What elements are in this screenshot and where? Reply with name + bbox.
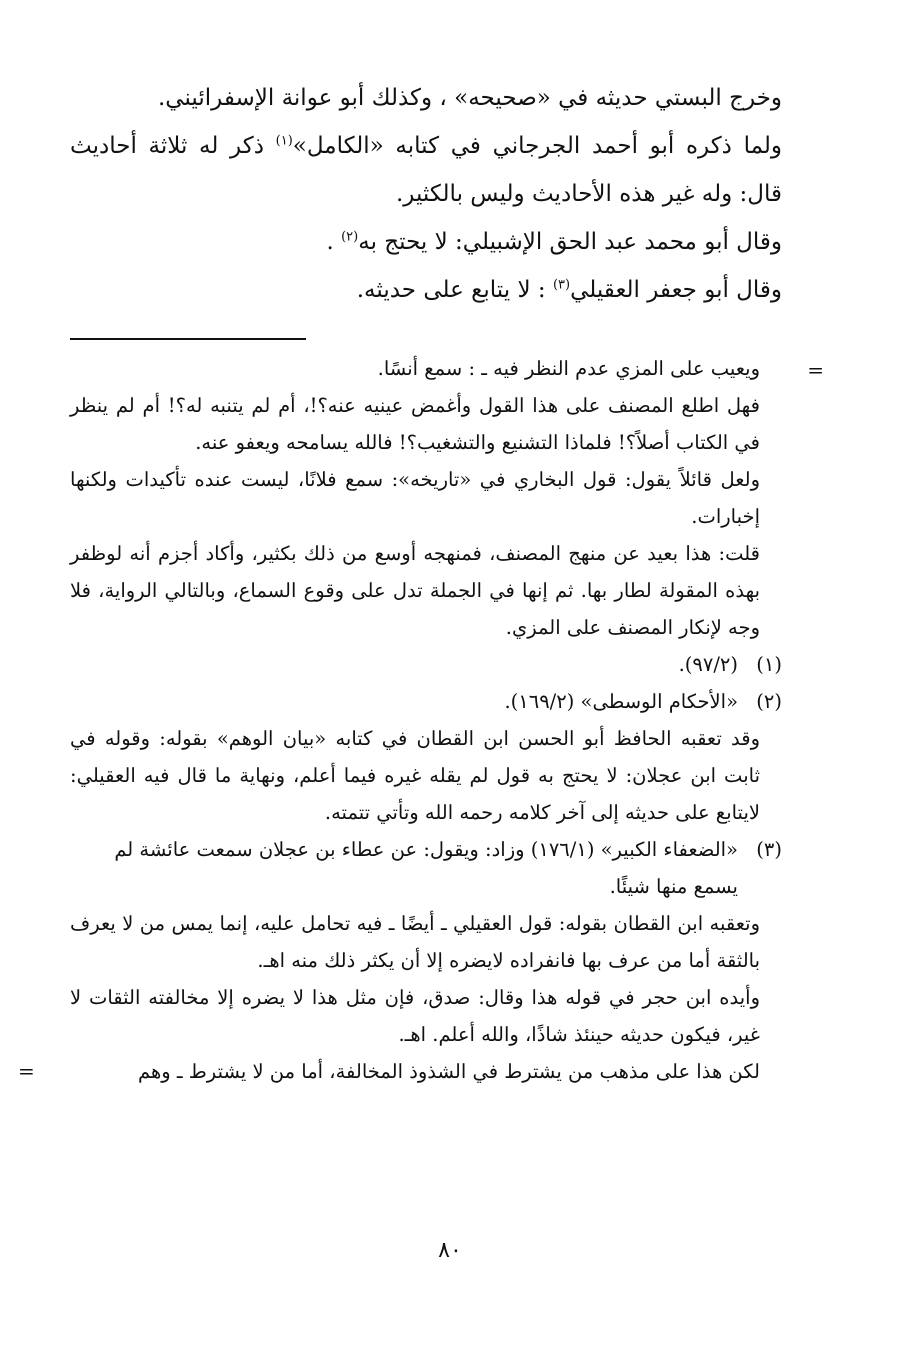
main-paragraph-2-text: ولما ذكره أبو أحمد الجرجاني في كتابه «الكامل» bbox=[292, 133, 782, 159]
footnotes bbox=[18, 350, 824, 1090]
footnote-continuation: ويعيب على المزي عدم النظر فيه ـ : سمع أنسًا. bbox=[377, 357, 760, 380]
main-paragraph-4-text: وقال أبو جعفر العقيلي bbox=[570, 277, 782, 303]
main-text bbox=[70, 74, 782, 314]
footnote-paragraph: وتعقبه ابن القطان بقوله: قول العقيلي ـ أيضًا ـ فيه تحامل عليه، إنما يمس من لا يعرف بالثقة أما من عرف بها فانفراده لايضره إلا أن يكثر ذلك منه اهـ. bbox=[70, 912, 760, 972]
footnote-paragraph: وقد تعقبه الحافظ أبو الحسن ابن القطان في كتابه «بيان الوهم» بقوله: وقوله في ثابت ابن عجلان: لا يحتج به قول لم يقله غيره فيما أعلم، ونهاية ما قال فيه العقيلي: لايتابع على حديثه إلى آخر كلامه رحمه الله وتأتي تتمته. bbox=[70, 727, 760, 824]
main-paragraph-3-text-cont: . bbox=[326, 229, 342, 255]
main-paragraph-1: وخرج البستي حديثه في «صحيحه» ، وكذلك أبو عوانة الإسفرائيني. bbox=[158, 85, 782, 111]
footnote-2-number: (٢) bbox=[756, 690, 782, 713]
footnote-paragraph: وأيده ابن حجر في قوله هذا وقال: صدق، فإن مثل هذا لا يضره إلا مخالفته الثقات لا غير، فيكون حديثه حينئذ شاذًا، والله أعلم. اهـ. bbox=[70, 986, 760, 1046]
footnote-paragraph: قلت: هذا بعيد عن منهج المصنف، فمنهجه أوسع من ذلك بكثير، وأكاد أجزم أنه لوظفر بهذه المقولة لطار بها. ثم إنها في الجملة تدل على وقوع السماع، وبالتالي الرواية، فلا وجه لإنكار المصنف على المزي. bbox=[70, 542, 760, 639]
footnote-3-number: (٣) bbox=[756, 838, 782, 861]
page-body bbox=[18, 74, 824, 1090]
footnote-2 bbox=[70, 683, 782, 720]
footnote-paragraph: ولعل قائلاً يقول: قول البخاري في «تاريخه»: سمع فلانًا، ليست عنده تأكيدات ولكنها إخبارات. bbox=[70, 468, 760, 528]
footnote-1-number: (١) bbox=[756, 653, 782, 676]
main-paragraph-3 bbox=[70, 218, 782, 266]
page-number: ٨٠ bbox=[438, 1238, 462, 1263]
footnote-3 bbox=[70, 831, 782, 905]
footnote-ref-1: (١) bbox=[275, 133, 293, 149]
main-paragraph-2 bbox=[70, 122, 782, 218]
footnote-2-text: «الأحكام الوسطى» (١٦٩/٢). bbox=[504, 690, 738, 713]
footnote-separator bbox=[70, 338, 306, 340]
footnote-paragraph: فهل اطلع المصنف على هذا القول وأغمض عينيه عنه؟!، أم لم يتنبه له؟! أم لم ينظر في الكتاب أصلاً؟! فلماذا التشنيع والتشغيب؟! فالله يسامحه ويعفو عنه. bbox=[70, 394, 760, 454]
main-paragraph-4 bbox=[70, 266, 782, 314]
continuation-mark-bottom: = bbox=[18, 1059, 35, 1083]
footnote-1 bbox=[70, 646, 782, 683]
footnote-1-text: (٩٧/٢). bbox=[678, 653, 738, 676]
main-paragraph-2-text-cont: ذكر له ثلاثة أحاديث قال: وله غير هذه الأحاديث وليس بالكثير. bbox=[70, 133, 782, 207]
footnote-3-text: «الضعفاء الكبير» (١٧٦/١) وزاد: ويقول: عن عطاء بن عجلان سمعت عائشة لم يسمع منها شيئًا. bbox=[114, 838, 738, 898]
main-paragraph-3-text: وقال أبو محمد عبد الحق الإشبيلي: لا يحتج به bbox=[358, 229, 782, 255]
footnote-paragraph-last bbox=[18, 1053, 782, 1090]
continuation-mark-top: = bbox=[807, 358, 824, 382]
footnote-ref-2: (٢) bbox=[341, 229, 359, 245]
main-paragraph-4-text-cont: : لا يتابع على حديثه. bbox=[356, 277, 553, 303]
footnote-ref-3: (٣) bbox=[552, 277, 571, 293]
footnote-last-text: لكن هذا على مذهب من يشترط في الشذوذ المخالفة، أما من لا يشترط ـ وهم bbox=[137, 1060, 760, 1083]
